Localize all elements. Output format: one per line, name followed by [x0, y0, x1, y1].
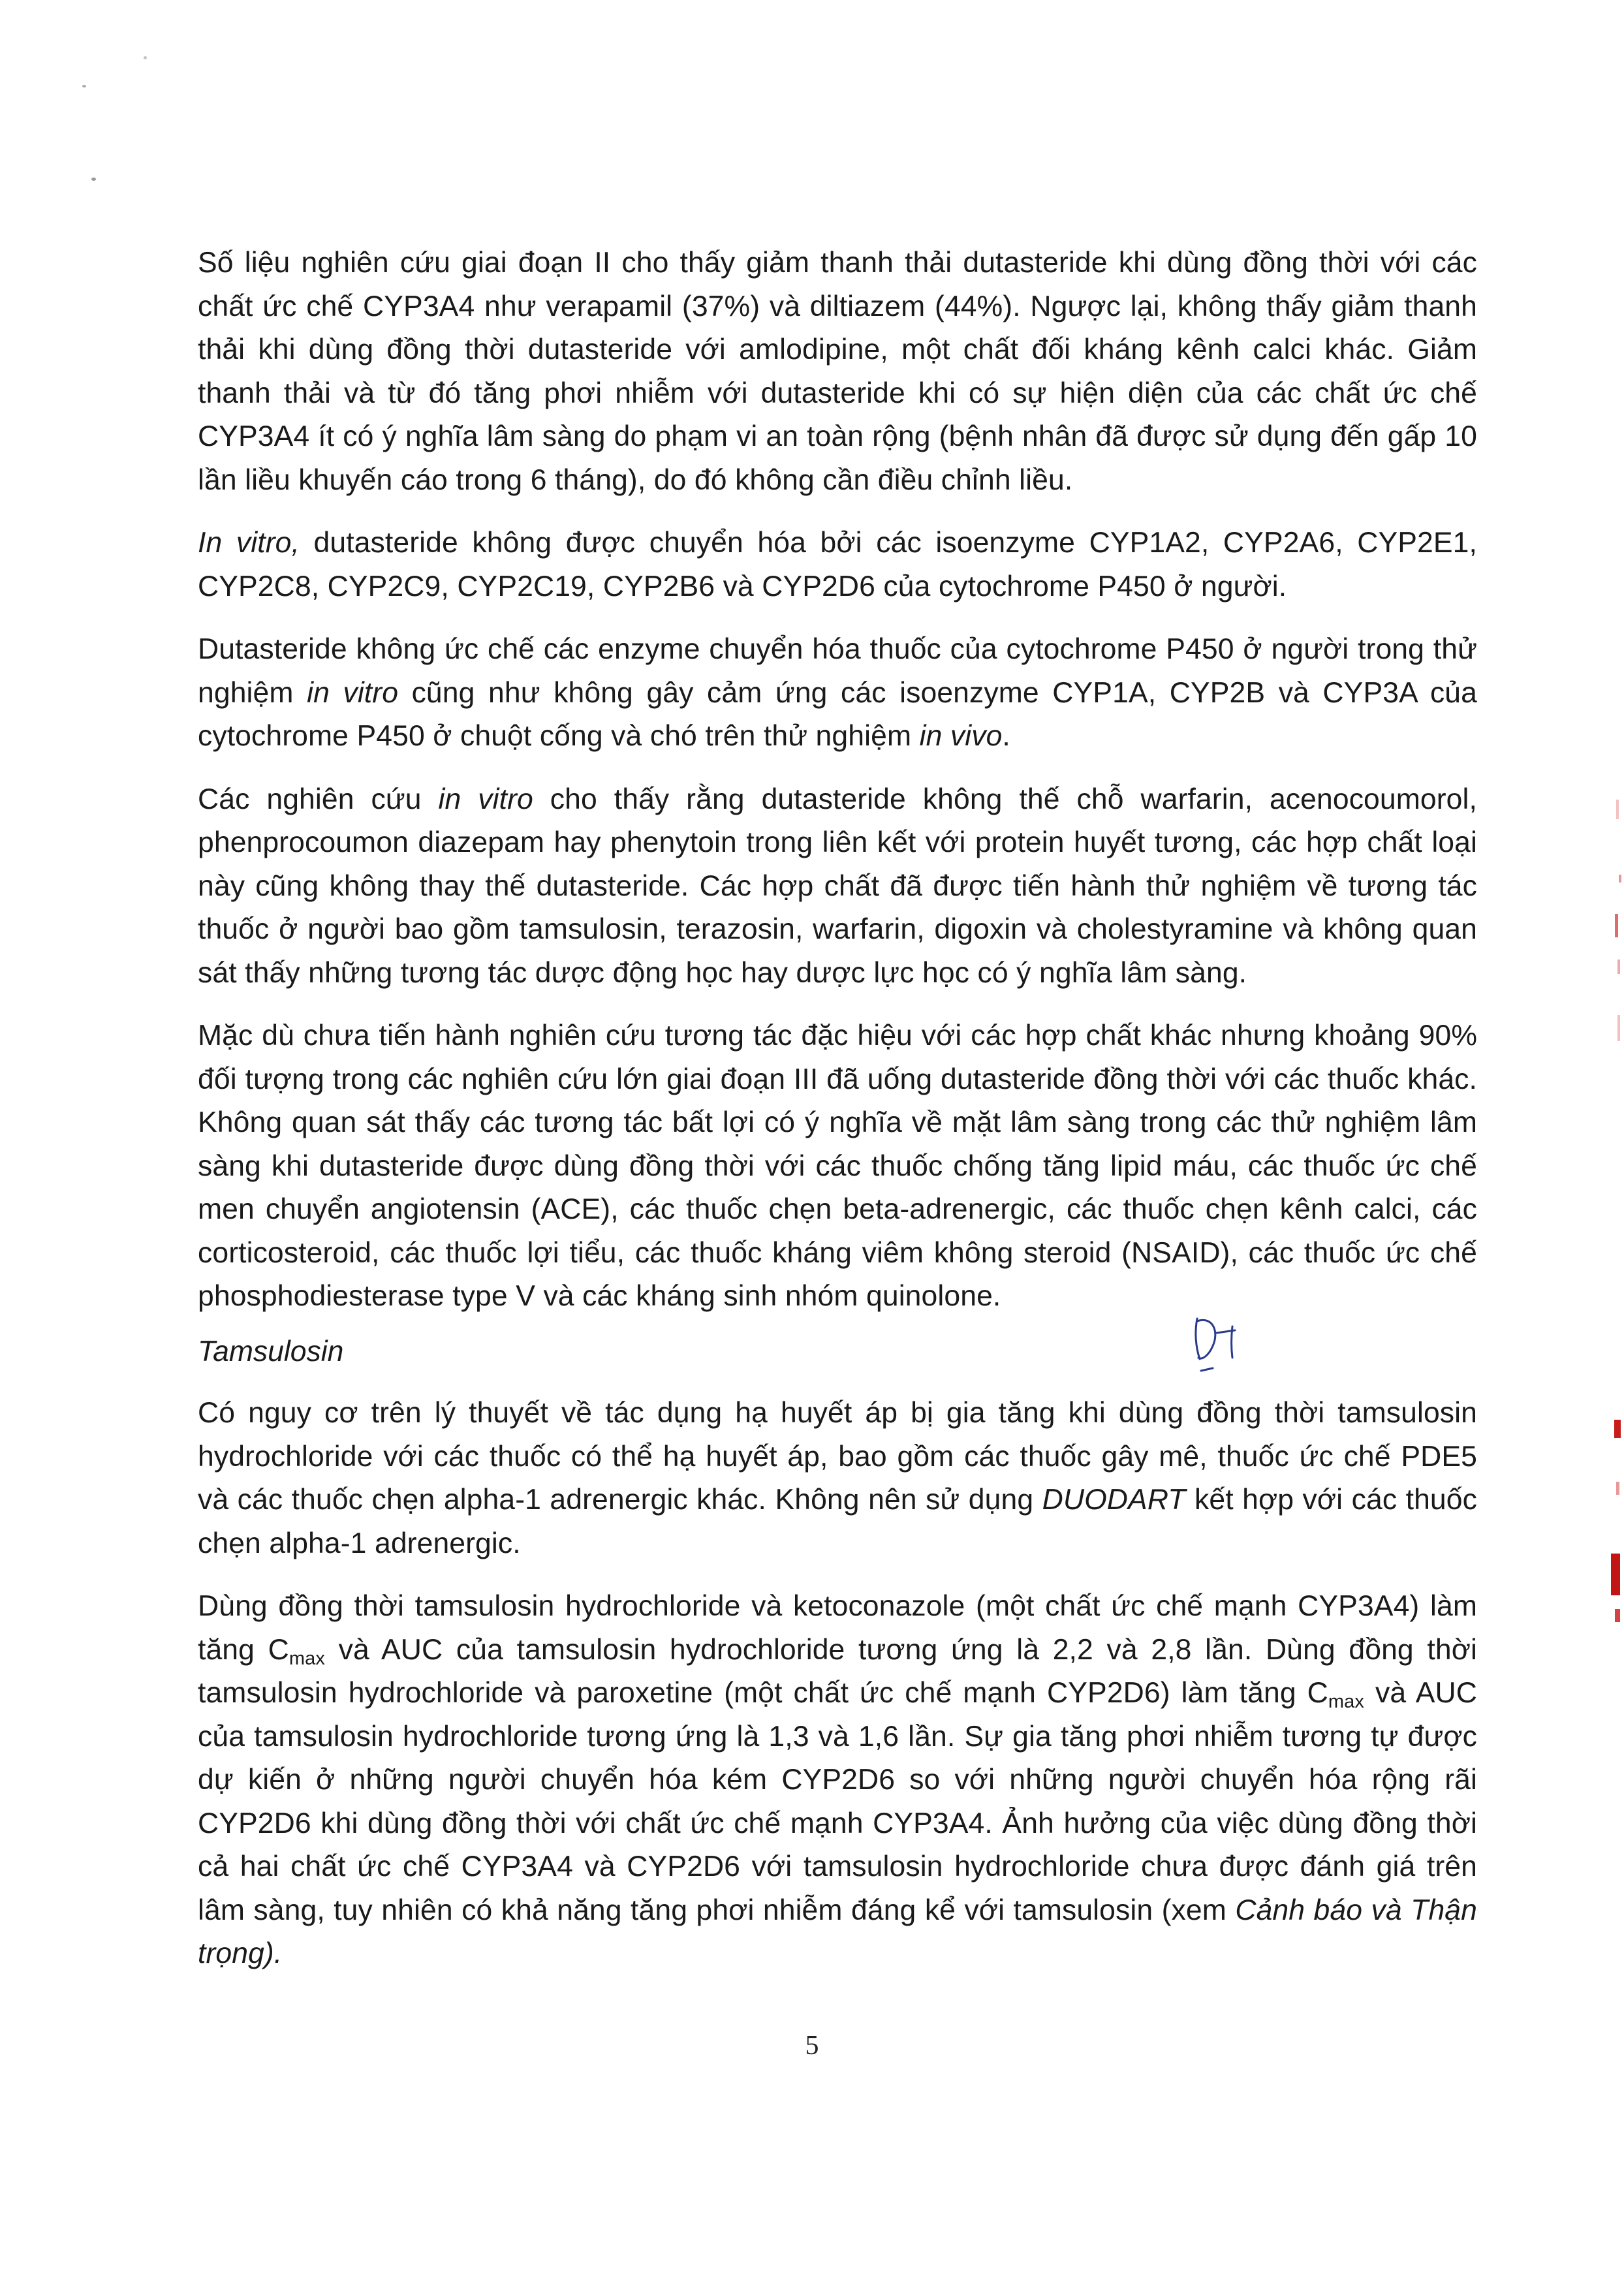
subscript: max [289, 1648, 325, 1669]
scan-speck [144, 56, 147, 59]
italic-term: In vitro, [198, 527, 300, 559]
scan-speck [91, 178, 96, 181]
paragraph-text: dutasteride không được chuyển hóa bởi các isoenzyme CYP1A2, CYP2A6, CYP2E1, CYP2C8, CYP2C9, CYP2C19, CYP2B6 và CYP2D6 của cytochrome P450 ở người. [198, 527, 1477, 602]
paragraph-phase-iii-interactions [198, 1014, 1477, 1319]
paragraph-text: Mặc dù chưa tiến hành nghiên cứu tương tác đặc hiệu với các hợp chất khác nhưng khoảng 90% đối tượng trong các nghiên cứu lớn giai đoạn III đã uống dutasteride đồng thời với các thuốc khác. Không quan sát thấy các tương tác bất lợi có ý nghĩa về mặt lâm sàng trong các thử nghiệm lâm sàng khi dutasteride được dùng đồng thời với các thuốc chống tăng lipid máu, các thuốc ức chế men chuyển angiotensin (ACE), các thuốc chẹn beta-adrenergic, các thuốc chẹn kênh calci, các corticosteroid, các thuốc lợi tiểu, các thuốc kháng viêm không steroid (NSAID), các thuốc ức chế phosphodiesterase type V và các kháng sinh nhóm quinolone. [198, 1020, 1477, 1312]
paragraph-text: Dutasteride không ức chế các enzyme chuyển hóa thuốc của cytochrome P450 ở người trong thử nghiệm [198, 633, 1477, 709]
paragraph-text: Có nguy cơ trên lý thuyết về tác dụng hạ huyết áp bị gia tăng khi dùng đồng thời tamsulosin hydrochloride với các thuốc có thể hạ huyết áp, bao gồm các thuốc gây mê, thuốc ức chế PDE5 và các thuốc chẹn alpha-1 adrenergic khác. Không nên sử dụng [198, 1397, 1477, 1516]
edge-mark [1615, 914, 1618, 937]
edge-mark [1616, 1482, 1619, 1495]
edge-mark [1615, 1609, 1620, 1622]
italic-term: Cảnh báo và Thận trọng). [198, 1894, 1477, 1969]
paragraph-hypotension-risk [198, 1392, 1477, 1565]
edge-mark [1611, 1554, 1620, 1595]
italic-term: in vivo [919, 720, 1003, 752]
edge-mark [1619, 875, 1621, 883]
scan-speck [82, 85, 86, 87]
edge-mark [1617, 1015, 1620, 1041]
paragraph-text: Dùng đồng thời tamsulosin hydrochloride và ketoconazole (một chất ức chế mạnh CYP3A4) làm tăng C [198, 1590, 1477, 1666]
paragraph-text: cũng như không gây cảm ứng các isoenzyme CYP1A, CYP2B và CYP3A của cytochrome P450 ở chuột cống và chó trên thử nghiệm [198, 676, 1477, 752]
handwritten-initials [1183, 1307, 1255, 1379]
paragraph-text: và AUC của tamsulosin hydrochloride tương ứng là 2,2 và 2,8 lần. Dùng đồng thời tamsulosin hydrochloride và paroxetine (một chất ức chế mạnh CYP2D6) làm tăng C [198, 1633, 1477, 1709]
italic-term: in vitro [438, 783, 533, 815]
paragraph-text: . [1002, 720, 1010, 752]
paragraph-cytochrome-inhibition [198, 628, 1477, 758]
section-heading-tamsulosin: Tamsulosin [198, 1335, 344, 1368]
paragraph-text: Các nghiên cứu [198, 783, 439, 815]
paragraph-text: và AUC của tamsulosin hydrochloride tương ứng là 1,3 và 1,6 lần. Sự gia tăng phơi nhiễm tương tự được dự kiến ở những người chuyển hóa kém CYP2D6 so với những người chuyển hóa rộng rãi CYP2D6 khi dùng đồng thời với chất ức chế mạnh CYP3A4. Ảnh hưởng của việc dùng đồng thời cả hai chất ức chế CYP3A4 và CYP2D6 với tamsulosin hydrochloride chưa được đánh giá trên lâm sàng, tuy nhiên có khả năng tăng phơi nhiễm đáng kể với tamsulosin (xem [198, 1677, 1477, 1926]
paragraph-in-vitro-metabolism [198, 522, 1477, 608]
edge-mark [1617, 960, 1620, 974]
document-body [198, 242, 1477, 1995]
italic-term: DUODART [1042, 1484, 1186, 1516]
paragraph-protein-binding [198, 778, 1477, 995]
edge-mark [1614, 1420, 1621, 1438]
paragraph-cyp-inhibitors [198, 1585, 1477, 1976]
edge-mark [1616, 800, 1619, 819]
paragraph-text: Số liệu nghiên cứu giai đoạn II cho thấy giảm thanh thải dutasteride khi dùng đồng thời với các chất ức chế CYP3A4 như verapamil (37%) và diltiazem (44%). Ngược lại, không thấy giảm thanh thải khi dùng đồng thời dutasteride với amlodipine, một chất đối kháng kênh calci khác. Giảm thanh thải và từ đó tăng phơi nhiễm với dutasteride khi có sự hiện diện của các chất ức chế CYP3A4 ít có ý nghĩa lâm sàng do phạm vi an toàn rộng (bệnh nhân đã được sử dụng đến gấp 10 lần liều khuyến cáo trong 6 tháng), do đó không cần điều chỉnh liều. [198, 247, 1477, 496]
subscript: max [1328, 1691, 1364, 1712]
paragraph-text: kết hợp với các thuốc chẹn alpha-1 adrenergic. [198, 1484, 1477, 1559]
paragraph-dutasteride-clearance [198, 242, 1477, 502]
italic-term: in vitro [307, 676, 399, 709]
page-number: 5 [805, 2031, 819, 2061]
paragraph-text: cho thấy rằng dutasteride không thế chỗ warfarin, acenocoumorol, phenprocoumon diazepam hay phenytoin trong liên kết với protein huyết tương, các hợp chất loại này cũng không thay thế dutasteride. Các hợp chất đã được tiến hành thử nghiệm về tương tác thuốc ở người bao gồm tamsulosin, terazosin, warfarin, digoxin và cholestyramine và không quan sát thấy những tương tác dược động học hay dược lực học có ý nghĩa lâm sàng. [198, 783, 1477, 989]
